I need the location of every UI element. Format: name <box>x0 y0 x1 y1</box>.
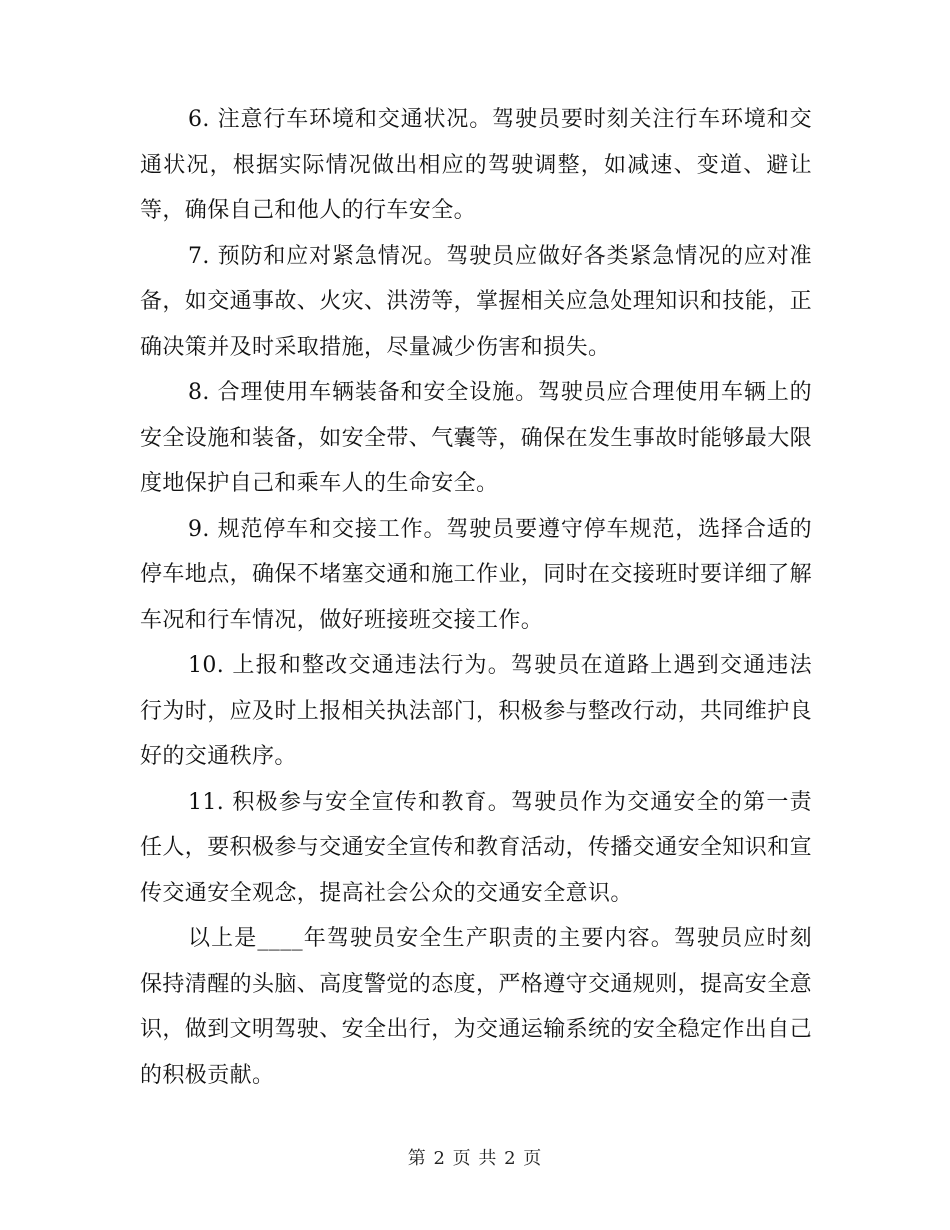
page-footer: 第 2 页 共 2 页 <box>407 1148 543 1169</box>
paragraph-item-10: 10. 上报和整改交通违法行为。驾驶员在道路上遇到交通违法行为时，应及时上报相关执法部门，积极参与整改行动，共同维护良好的交通秩序。 <box>140 653 813 769</box>
paragraph-item-7: 7. 预防和应对紧急情况。驾驶员应做好各类紧急情况的应对准备，如交通事故、火灾、洪涝等，掌握相关应急处理知识和技能，正确决策并及时采取措施，尽量减少伤害和损失。 <box>140 243 813 360</box>
paragraph-item-9: 9. 规范停车和交接工作。驾驶员要遵守停车规范，选择合适的停车地点，确保不堵塞交通和施工作业，同时在交接班时要详细了解车况和行车情况，做好班接班交接工作。 <box>140 516 813 633</box>
paragraph-conclusion: 以上是____年驾驶员安全生产职责的主要内容。驾驶员应时刻保持清醒的头脑、高度警觉的态度，严格遵守交通规则，提高安全意识，做到文明驾驶、安全出行，为交通运输系统的安全稳定作出自己的积极贡献。 <box>140 926 813 1088</box>
paragraph-item-6: 6. 注意行车环境和交通状况。驾驶员要时刻关注行车环境和交通状况，根据实际情况做出相应的驾驶调整，如减速、变道、避让等，确保自己和他人的行车安全。 <box>140 107 812 223</box>
paragraph-item-8: 8. 合理使用车辆装备和安全设施。驾驶员应合理使用车辆上的安全设施和装备，如安全带、气囊等，确保在发生事故时能够最大限度地保护自己和乘车人的生命安全。 <box>140 380 813 496</box>
document-body <box>140 97 812 1098</box>
paragraph-item-11: 11. 积极参与安全宣传和教育。驾驶员作为交通安全的第一责任人，要积极参与交通安全宣传和教育活动，传播交通安全知识和宣传交通安全观念，提高社会公众的交通安全意识。 <box>140 789 813 906</box>
